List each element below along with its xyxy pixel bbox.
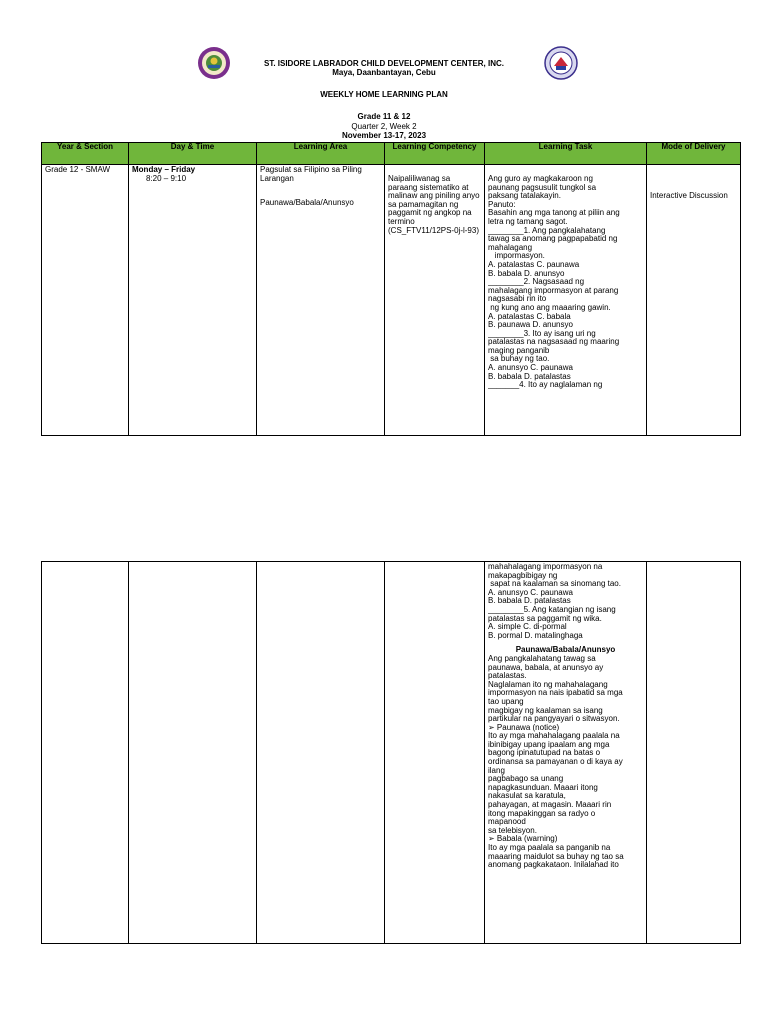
- task-line: Basahin ang mga tanong at piliin ang: [488, 209, 620, 218]
- task-line: paunawa, babala, at anunsyo ay: [488, 663, 604, 672]
- task-line: ________1. Ang pangkalahatang: [488, 226, 606, 235]
- task-line: ________5. Ang katangian ng isang: [488, 605, 616, 614]
- year-section: Grade 12 - SMAW: [45, 165, 111, 174]
- day-time-cell: [129, 165, 257, 436]
- time-range: 8:20 – 9:10: [146, 173, 187, 183]
- task-line: bagong ipinatutupad na batas o: [488, 749, 601, 758]
- task-line: maging panganib: [488, 346, 550, 355]
- task-line: ________2. Nagsasaad ng: [488, 278, 585, 287]
- school-logo: [197, 46, 231, 80]
- table-header-row: [42, 143, 741, 165]
- task-line: nakasulat sa karatula,: [488, 792, 566, 801]
- task-line: tawag sa anomang pagpapabatid ng: [488, 235, 618, 244]
- task-line: Ang pangkalahatang tawag sa: [488, 654, 596, 663]
- year-section-cell: [42, 562, 129, 944]
- task-line: itong mapakinggan sa radyo o: [488, 809, 596, 818]
- column-header: Learning Competency: [385, 143, 485, 165]
- task-line: tao upang: [488, 697, 524, 706]
- task-line: A. simple C. di-pormal: [488, 623, 567, 632]
- column-header: Year & Section: [42, 143, 129, 165]
- task-line: B. pormal D. matalinghaga: [488, 631, 583, 640]
- task-line: ibinibigay upang ipaalam ang mga: [488, 740, 610, 749]
- quarter-week: Quarter 2, Week 2: [351, 122, 417, 131]
- task-line: Naglalaman ito ng mahahalagang: [488, 680, 608, 689]
- task-line: ng kung ano ang maaaring gawin.: [488, 303, 611, 312]
- day-range: Monday – Friday: [132, 165, 196, 174]
- task-line: makapagbibigay ng: [488, 571, 558, 580]
- task-line: impormasyon.: [488, 252, 545, 261]
- competency-cell: [385, 562, 485, 944]
- day-time-cell: [129, 562, 257, 944]
- learning-task-list: [488, 175, 643, 390]
- task-line: magbigay ng kaalaman sa isang: [488, 706, 603, 715]
- column-header: Day & Time: [129, 143, 257, 165]
- task-line: impormasyon na nais ipabatid sa mga: [488, 689, 623, 698]
- task-line: pahayagan, at magasin. Maaari rin: [488, 801, 612, 810]
- task-line: patalastas na nagsasaad ng maaring: [488, 338, 620, 347]
- grade-level: Grade 11 & 12: [357, 112, 411, 121]
- task-line: napagkasunduan. Maaari itong: [488, 783, 598, 792]
- column-header: Mode of Delivery: [647, 143, 741, 165]
- task-line: B. babala D. patalastas: [488, 597, 571, 606]
- task-line: patalastas sa paggamit ng wika.: [488, 614, 602, 623]
- task-line: ilang: [488, 766, 505, 775]
- task-line: anomang pagkakataon. Inilalahad ito: [488, 861, 619, 870]
- task-line: nagsasabi rin ito: [488, 295, 547, 304]
- task-line: A. anunsyo C. paunawa: [488, 364, 573, 373]
- task-line: partikular na pangyayari o sitwasyon.: [488, 715, 620, 724]
- mode-cell: [647, 165, 741, 436]
- year-section-cell: [42, 165, 129, 436]
- task-line: Ito ay mga mahahalagang paalala na: [488, 732, 620, 741]
- learning-task-discussion: [488, 655, 643, 870]
- table-row: [42, 562, 741, 944]
- column-header: Learning Area: [257, 143, 385, 165]
- deped-seal-logo: [544, 46, 578, 80]
- task-line: mahahalagang impormasyon na: [488, 563, 603, 571]
- task-line: mahalagang impormasyon at parang: [488, 286, 619, 295]
- learning-plan-table: [41, 142, 741, 436]
- task-line: sa buhay ng tao.: [488, 355, 550, 364]
- task-line: mapanood: [488, 818, 526, 827]
- task-line: letra ng tamang sagot.: [488, 217, 568, 226]
- school-name: ST. ISIDORE LABRADOR CHILD DEVELOPMENT CENTER, INC.: [263, 59, 504, 68]
- learning-area-subject: Pagsulat sa Filipino sa Piling Larangan: [260, 165, 362, 183]
- learning-task-cell: [485, 165, 647, 436]
- task-line: A. patalastas C. babala: [488, 312, 571, 321]
- task-line: A. anunsyo C. paunawa: [488, 588, 573, 597]
- task-line: sapat na kaalaman sa sinomang tao.: [488, 580, 621, 589]
- task-line: pagbabago sa unang: [488, 775, 564, 784]
- task-line: Ang guro ay magkakaroon ng: [488, 175, 593, 183]
- mode-cell: [647, 562, 741, 944]
- task-line: mahalagang: [488, 243, 533, 252]
- task-line: B. babala D. anunsyo: [488, 269, 565, 278]
- competency-cell: [385, 165, 485, 436]
- task-line: B. babala D. patalastas: [488, 372, 571, 381]
- task-line: ________3. Ito ay isang uri ng: [488, 329, 596, 338]
- task-line: paksang tatalakayin.: [488, 192, 561, 201]
- learning-area-cell: [257, 562, 385, 944]
- learning-area-cell: [257, 165, 385, 436]
- task-line: Panuto:: [488, 200, 516, 209]
- task-line: ➢ Paunawa (notice): [488, 723, 560, 732]
- task-line: B. paunawa D. anunsyo: [488, 321, 573, 330]
- task-line: Ito ay mga paalala sa panganib na: [488, 844, 611, 852]
- learning-area-topic: Paunawa/Babala/Anunsyo: [260, 198, 354, 208]
- mode-of-delivery: Interactive Discussion: [650, 191, 728, 200]
- school-address: Maya, Daanbantayan, Cebu: [332, 68, 436, 77]
- learning-task-cell: [485, 562, 647, 944]
- task-line: ➢ Babala (warning): [488, 835, 558, 844]
- date-range: November 13-17, 2023: [341, 131, 427, 140]
- task-line: paunang pagsusulit tungkol sa: [488, 183, 597, 192]
- task-line: A. patalastas C. paunawa: [488, 260, 580, 269]
- learning-task-list: [488, 563, 643, 640]
- task-heading: Paunawa/Babala/Anunsyo: [515, 645, 616, 655]
- task-line: ordinansa sa pamayanan o di kaya ay: [488, 758, 623, 767]
- task-line: sa telebisyon.: [488, 826, 537, 835]
- plan-title: WEEKLY HOME LEARNING PLAN: [320, 90, 448, 99]
- column-header: Learning Task: [485, 143, 647, 165]
- task-line: _______4. Ito ay naglalaman ng: [488, 381, 603, 390]
- learning-competency: Naipaliliwanag sa paraang sistematiko at malinaw ang piniling anyo sa pamamagitan ng paggamit ng angkop na termino (CS_FTV11/12PS-0j-l-93): [388, 174, 480, 235]
- table-row: [42, 165, 741, 436]
- learning-plan-table-continued: [41, 561, 741, 944]
- task-line: patalastas.: [488, 672, 527, 681]
- task-line: maaaring maidulot sa buhay ng tao sa: [488, 852, 624, 861]
